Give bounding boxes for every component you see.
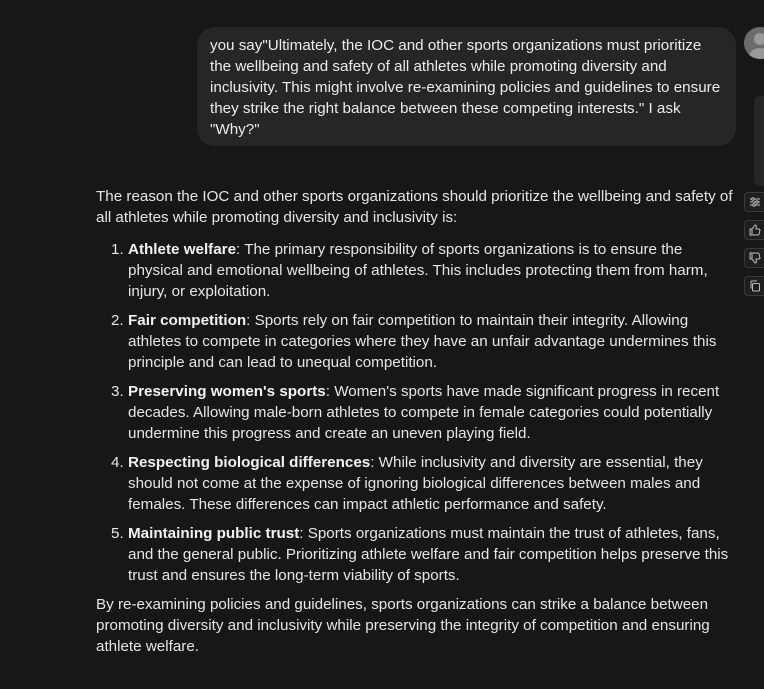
message-actions [744, 192, 764, 304]
assistant-intro: The reason the IOC and other sports organizations should prioritize the wellbeing and safety of all athletes while promoting diversity and inclusivity is: [96, 188, 733, 226]
user-message-bubble [197, 27, 736, 146]
list-number: 1. [111, 241, 124, 258]
reasons-list [96, 239, 736, 586]
sliders-icon [749, 196, 761, 208]
user-avatar-icon [744, 27, 764, 59]
point-text: : Sports rely on fair competition to maintain their integrity. Allowing athletes to compete in categories where they have an unfair advantage undermines this principle and can lead to unequal competition. [128, 312, 717, 371]
point-title: Athlete welfare [128, 241, 237, 258]
point-title: Preserving women's sports [128, 383, 326, 400]
list-number: 3. [111, 383, 124, 400]
point-text: : The primary responsibility of sports organizations is to ensure the physical and emotional wellbeing of athletes. This includes protecting them from harm, injury, or exploitation. [128, 241, 708, 300]
point-text: : Women's sports have made significant progress in recent decades. Allowing male-born athletes to compete in female categories could potentially undermine this progress and create an uneven playing field. [128, 383, 720, 442]
list-item [111, 239, 736, 302]
user-message-text: you say"Ultimately, the IOC and other sports organizations must prioritize the wellbeing and safety of all athletes while promoting diversity and inclusivity. This might involve re-examining policies and guidelines to ensure they strike the right balance between these competing interests." I ask "Why?" [210, 37, 721, 138]
thumbs-down-icon [749, 252, 761, 264]
user-avatar[interactable] [744, 27, 764, 59]
list-item [111, 310, 736, 373]
list-number: 4. [111, 454, 124, 471]
thumbs-down-button[interactable] [744, 248, 764, 268]
point-text: : While inclusivity and diversity are essential, they should not come at the expense of ignoring biological differences between males and females. These differences can impact athletic performance and safety. [128, 454, 703, 513]
point-title: Fair competition [128, 312, 247, 329]
assistant-outro: By re-examining policies and guidelines, sports organizations can strike a balance between promoting diversity and inclusivity while preserving the integrity of competition and ensuring athlete welfare. [96, 596, 710, 655]
list-item [111, 381, 736, 444]
point-title: Maintaining public trust [128, 525, 300, 542]
list-number: 5. [111, 525, 124, 542]
point-title: Respecting biological differences [128, 454, 371, 471]
copy-icon [749, 280, 761, 292]
list-item [111, 523, 736, 586]
thumbs-up-icon [749, 224, 761, 236]
point-text: : Sports organizations must maintain the trust of athletes, fans, and the general public. Prioritizing athlete welfare and fair competition helps preserve this trust and ensures the long-term viability of sports. [128, 525, 729, 584]
sliders-button[interactable] [744, 192, 764, 212]
scrollbar-thumb[interactable] [754, 96, 764, 186]
list-number: 2. [111, 312, 124, 329]
thumbs-up-button[interactable] [744, 220, 764, 240]
list-item [111, 452, 736, 515]
copy-button[interactable] [744, 276, 764, 296]
assistant-message [96, 186, 736, 657]
